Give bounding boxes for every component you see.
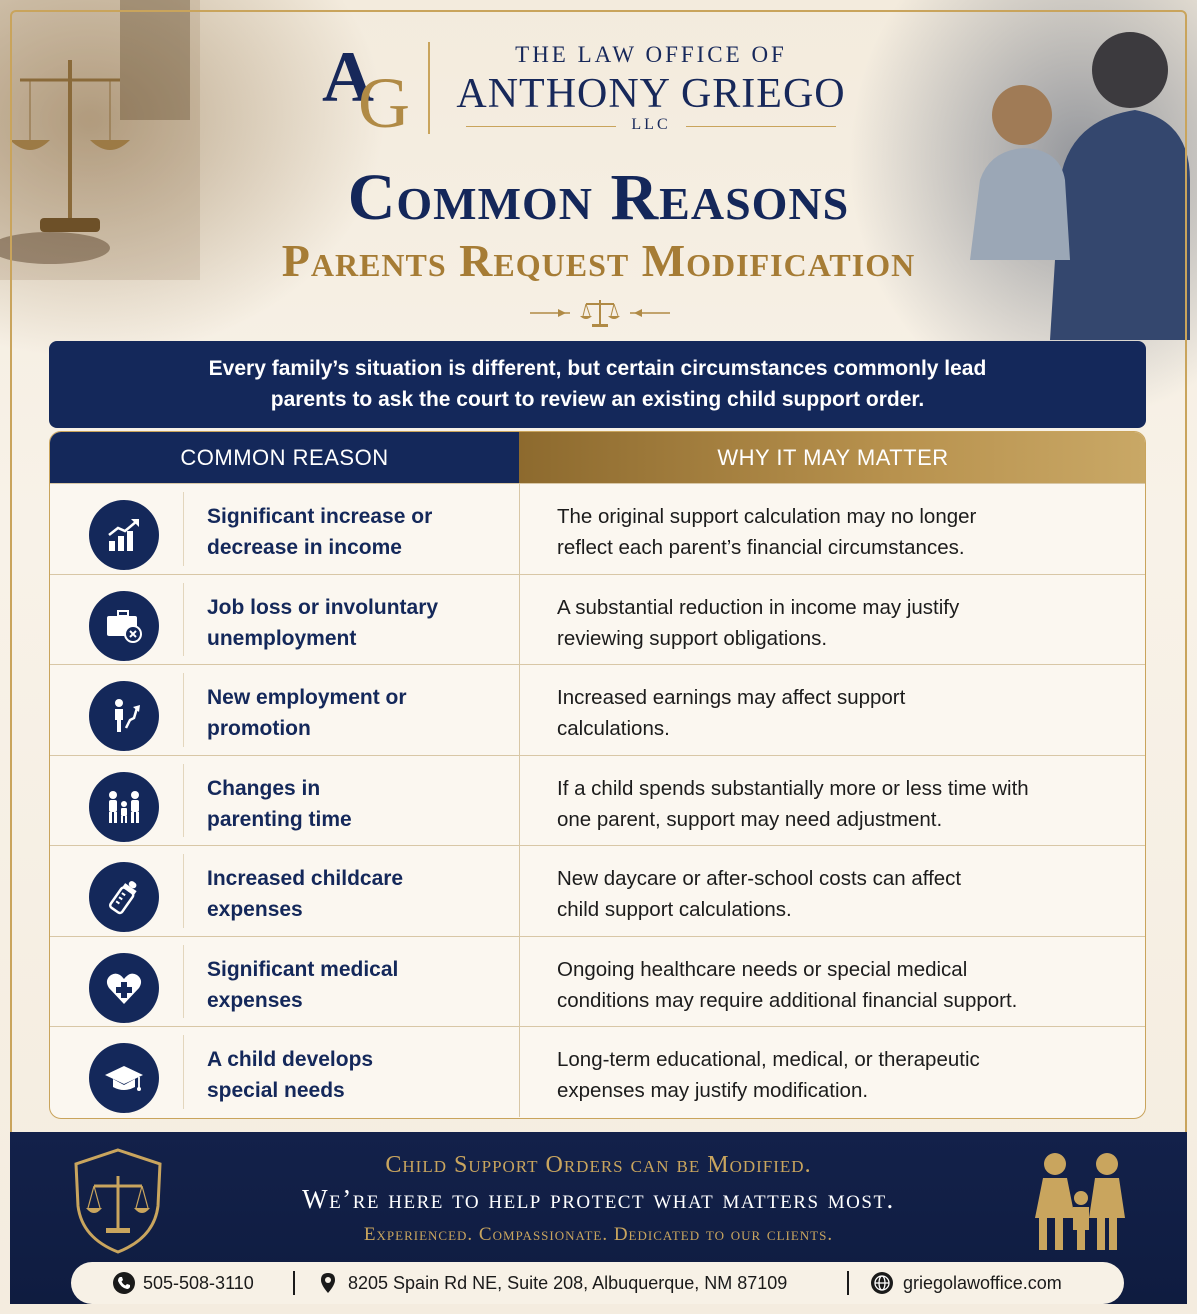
icon-cell: [50, 575, 184, 665]
why-line-1: If a child spends substantially more or less time with: [557, 776, 1029, 800]
why-text: [557, 1044, 1127, 1106]
logo-line-1: THE LAW OFFICE OF: [515, 42, 787, 67]
why-line-2: child support calculations.: [557, 898, 792, 921]
chart-growth-icon: [89, 500, 159, 570]
reason-line-2: unemployment: [207, 626, 357, 650]
reason-text: [207, 863, 507, 925]
logo-firm-name: ANTHONY GRIEGO: [456, 71, 846, 117]
family-icon: [89, 772, 159, 842]
office-address[interactable]: 8205 Spain Rd NE, Suite 208, Albuquerque, NM 87109: [348, 1273, 788, 1293]
why-line-2: reflect each parent’s financial circumstances.: [557, 536, 965, 559]
heart-plus-icon: [89, 953, 159, 1023]
intro-line-2: parents to ask the court to review an existing child support order.: [270, 388, 925, 411]
icon-cell: [50, 1027, 184, 1117]
table-header: [50, 432, 1145, 483]
table-row: [50, 936, 1145, 1027]
logo-divider: [428, 42, 430, 134]
icon-cell: [50, 484, 184, 574]
reason-line-2: special needs: [207, 1079, 345, 1102]
column-divider: [519, 665, 520, 755]
why-text: [557, 863, 1127, 925]
table-row: [50, 755, 1145, 846]
ag-monogram: [318, 36, 418, 143]
why-line-1: A substantial reduction in income may justify: [557, 595, 960, 619]
why-line-1: Ongoing healthcare needs or special medical: [557, 957, 968, 981]
icon-cell: [50, 846, 184, 936]
footer-line-3: Experienced. Compassionate. Dedicated to our clients.: [363, 1224, 834, 1245]
phone-icon: [113, 1272, 135, 1294]
contact-separator: [847, 1271, 849, 1295]
column-divider: [519, 575, 520, 665]
why-text: [557, 954, 1127, 1016]
reason-line-2: decrease in income: [207, 536, 402, 559]
why-line-2: conditions may require additional financial support.: [557, 988, 1018, 1012]
website-link[interactable]: griegolawoffice.com: [903, 1273, 1062, 1293]
table-row: [50, 574, 1145, 665]
column-divider: [519, 756, 520, 846]
table-row: [50, 1026, 1145, 1117]
reason-line-1: Job loss or involuntary: [207, 595, 439, 619]
reason-text: [207, 1044, 507, 1106]
table-row: [50, 483, 1145, 574]
reason-line-1: Increased childcare: [207, 867, 404, 890]
reasons-table: [49, 431, 1146, 1119]
column-divider: [519, 937, 520, 1027]
intro-line-1: Every family’s situation is different, but certain circumstances commonly lead: [208, 357, 987, 380]
icon-cell: [50, 756, 184, 846]
why-line-1: Long-term educational, medical, or therapeutic: [557, 1048, 980, 1071]
icon-cell: [50, 937, 184, 1027]
header-why-it-matters: WHY IT MAY MATTER: [519, 432, 1146, 483]
location-pin-icon: [317, 1272, 339, 1294]
why-text: [557, 682, 1127, 744]
reason-text: [207, 592, 507, 654]
reason-line-1: A child develops: [207, 1048, 374, 1071]
contact-separator: [293, 1271, 295, 1295]
scales-ornament-icon: [530, 296, 670, 330]
why-line-2: one parent, support may need adjustment.: [557, 807, 943, 831]
table-row: [50, 664, 1145, 755]
briefcase-x-icon: [89, 591, 159, 661]
reason-text: [207, 954, 507, 1016]
law-office-logo: [318, 36, 858, 143]
footer-banner: [10, 1132, 1187, 1304]
column-divider: [519, 846, 520, 936]
reason-text: [207, 773, 507, 835]
icon-cell: [50, 665, 184, 755]
column-divider: [519, 484, 520, 574]
footer-line-1: Child Support Orders can be Modified.: [385, 1152, 812, 1178]
why-line-1: Increased earnings may affect support: [557, 686, 906, 709]
contact-bar: [71, 1262, 1124, 1304]
why-line-2: expenses may justify modification.: [557, 1079, 869, 1102]
page-subtitle: Parents Request Modification: [281, 235, 916, 286]
reason-line-2: promotion: [207, 717, 311, 740]
reason-text: [207, 682, 507, 744]
monogram-a: A: [322, 37, 374, 117]
why-line-2: reviewing support obligations.: [557, 626, 828, 650]
column-divider: [519, 1027, 520, 1117]
reason-line-1: Changes in: [207, 776, 321, 800]
header-common-reason: COMMON REASON: [50, 432, 519, 483]
table-row: [50, 845, 1145, 936]
reason-line-2: expenses: [207, 898, 303, 921]
reason-line-1: Significant medical: [207, 957, 399, 981]
why-line-1: The original support calculation may no longer: [557, 505, 977, 528]
monogram-g: G: [358, 63, 410, 143]
graduation-cap-icon: [89, 1043, 159, 1113]
intro-banner: [49, 341, 1146, 428]
why-text: [557, 592, 1127, 654]
why-text: [557, 773, 1127, 835]
logo-llc: LLC: [446, 116, 856, 134]
why-line-1: New daycare or after-school costs can affect: [557, 867, 962, 890]
reason-text: [207, 501, 507, 563]
page-title: Common Reasons: [347, 161, 850, 234]
why-text: [557, 501, 1127, 563]
reason-line-1: Significant increase or: [207, 505, 433, 528]
reason-line-1: New employment or: [207, 686, 407, 709]
globe-icon: [871, 1272, 893, 1294]
family-silhouette-icon: [1025, 1150, 1135, 1260]
reason-line-2: expenses: [207, 988, 303, 1012]
baby-bottle-icon: [89, 862, 159, 932]
person-climbing-icon: [89, 681, 159, 751]
reason-line-2: parenting time: [207, 807, 352, 831]
footer-line-2: We’re here to help protect what matters most.: [302, 1184, 895, 1214]
phone-number[interactable]: 505-508-3110: [143, 1273, 254, 1293]
why-line-2: calculations.: [557, 717, 670, 740]
